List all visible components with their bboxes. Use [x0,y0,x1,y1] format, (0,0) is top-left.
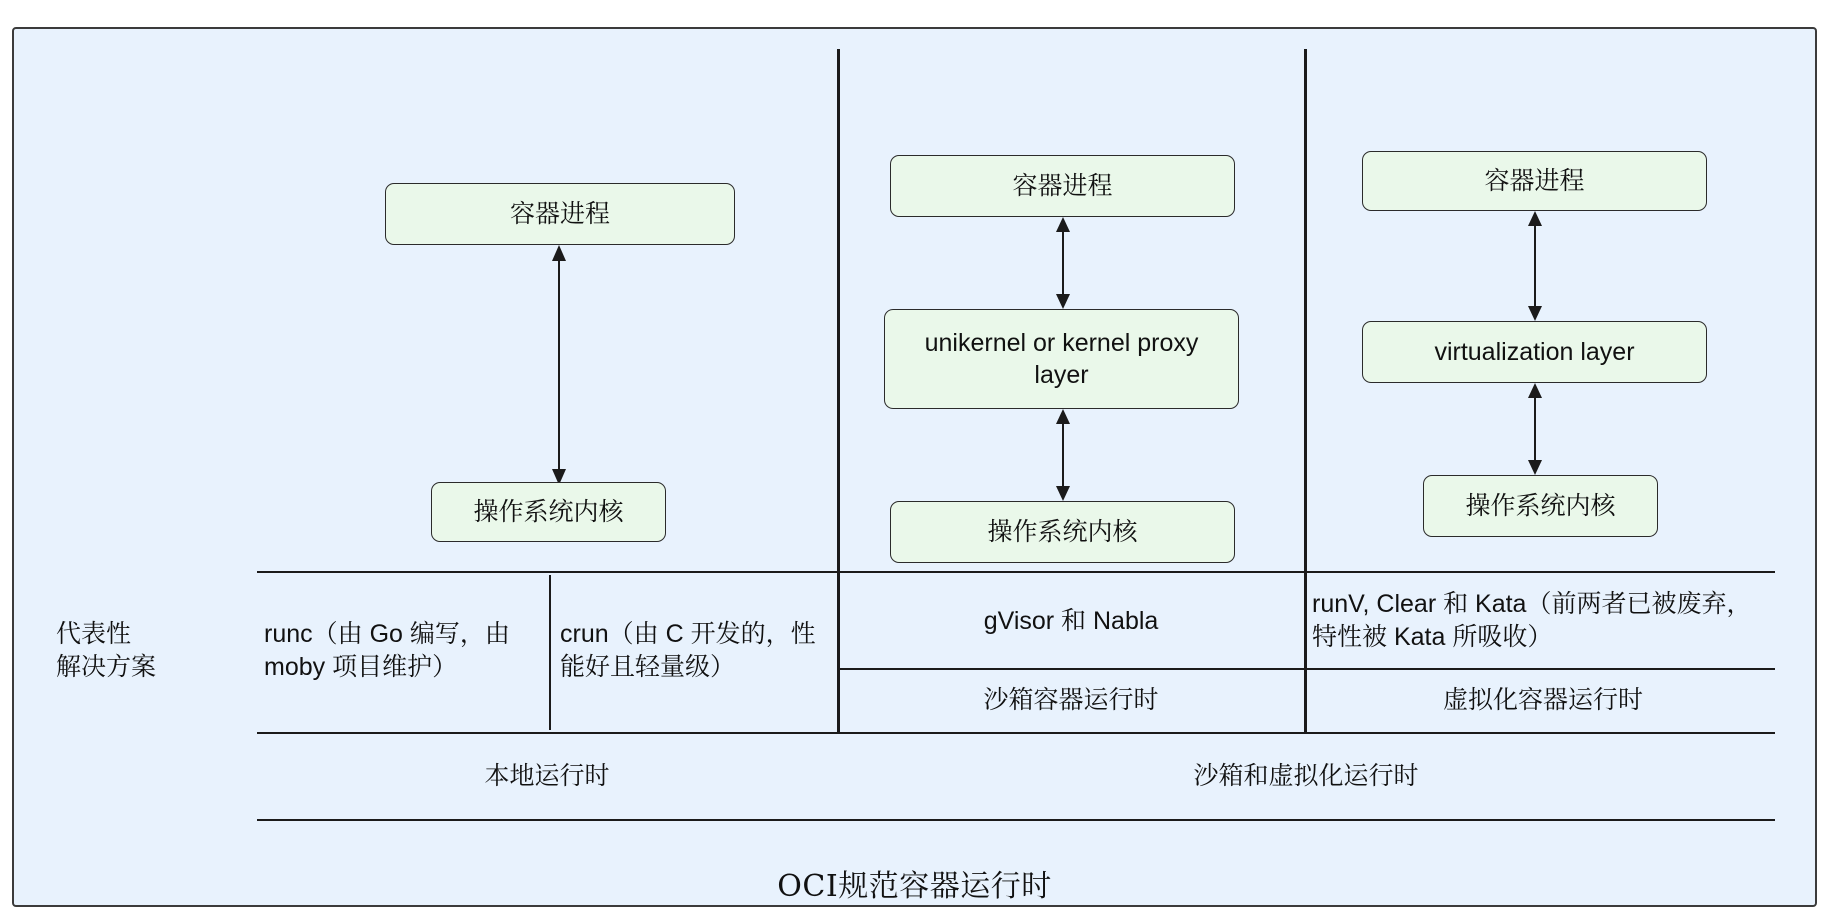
diagram-title: OCI规范容器运行时 [777,869,1052,904]
solution-cell-gvisor-nabla [842,575,1300,667]
box-virt-os-kernel [1423,475,1658,537]
box-label: 容器进程 [1012,172,1113,200]
divider-runc-crun [549,575,551,730]
row-label-representative-solutions [56,571,251,731]
bottom-group-label: 本地运行时 [484,761,610,790]
box-sandbox-os-kernel [890,501,1235,563]
arrow-sandbox-layer-kernel [1048,409,1078,501]
table-rule-top [257,571,1775,573]
row-label-line-1: 代表性 [56,620,132,648]
box-label: 容器进程 [509,200,610,228]
group-label: 沙箱容器运行时 [983,685,1159,714]
box-native-container-process [385,183,735,245]
box-label: unikernel or kernel proxy layer [924,329,1199,389]
arrow-virt-process-layer [1520,211,1550,321]
solution-label: crun（由 C 开发的，性能好且轻量级） [560,620,816,681]
box-sandbox-unikernel-layer [884,309,1239,409]
solution-cell-runv-clear-kata [1312,575,1774,667]
group-label: 虚拟化容器运行时 [1442,685,1643,714]
box-label: 操作系统内核 [1465,492,1616,520]
box-label: 操作系统内核 [473,498,624,526]
box-virt-virtualization-layer [1362,321,1707,383]
solution-cell-crun [560,575,828,727]
solution-label: runc（由 Go 编写，由 moby 项目维护） [264,620,510,681]
box-label: virtualization layer [1434,338,1635,366]
table-rule-footer [257,819,1775,821]
group-label-virtualized-runtime [1312,670,1774,730]
column-separator-2 [1304,49,1307,732]
arrow-sandbox-process-layer [1048,217,1078,309]
group-label-sandbox-runtime [842,670,1300,730]
bottom-group-label: 沙箱和虚拟化运行时 [1193,761,1419,790]
arrow-virt-layer-kernel [1520,383,1550,475]
arrow-native-process-kernel [544,245,574,485]
diagram-panel [12,27,1817,907]
column-separator-1 [837,49,840,732]
box-sandbox-container-process [890,155,1235,217]
row-label-line-2: 解决方案 [56,653,157,681]
solution-label: runV, Clear 和 Kata（前两者已被废弃，特性被 Kata 所吸收） [1312,590,1752,651]
box-native-os-kernel [431,482,666,542]
solution-label: gVisor 和 Nabla [983,606,1159,635]
box-label: 容器进程 [1484,167,1585,195]
box-virt-container-process [1362,151,1707,211]
solution-cell-runc [264,575,542,727]
box-label: 操作系统内核 [987,518,1138,546]
bottom-group-native-runtime [257,734,837,818]
bottom-group-sandbox-virt-runtime [837,734,1775,818]
